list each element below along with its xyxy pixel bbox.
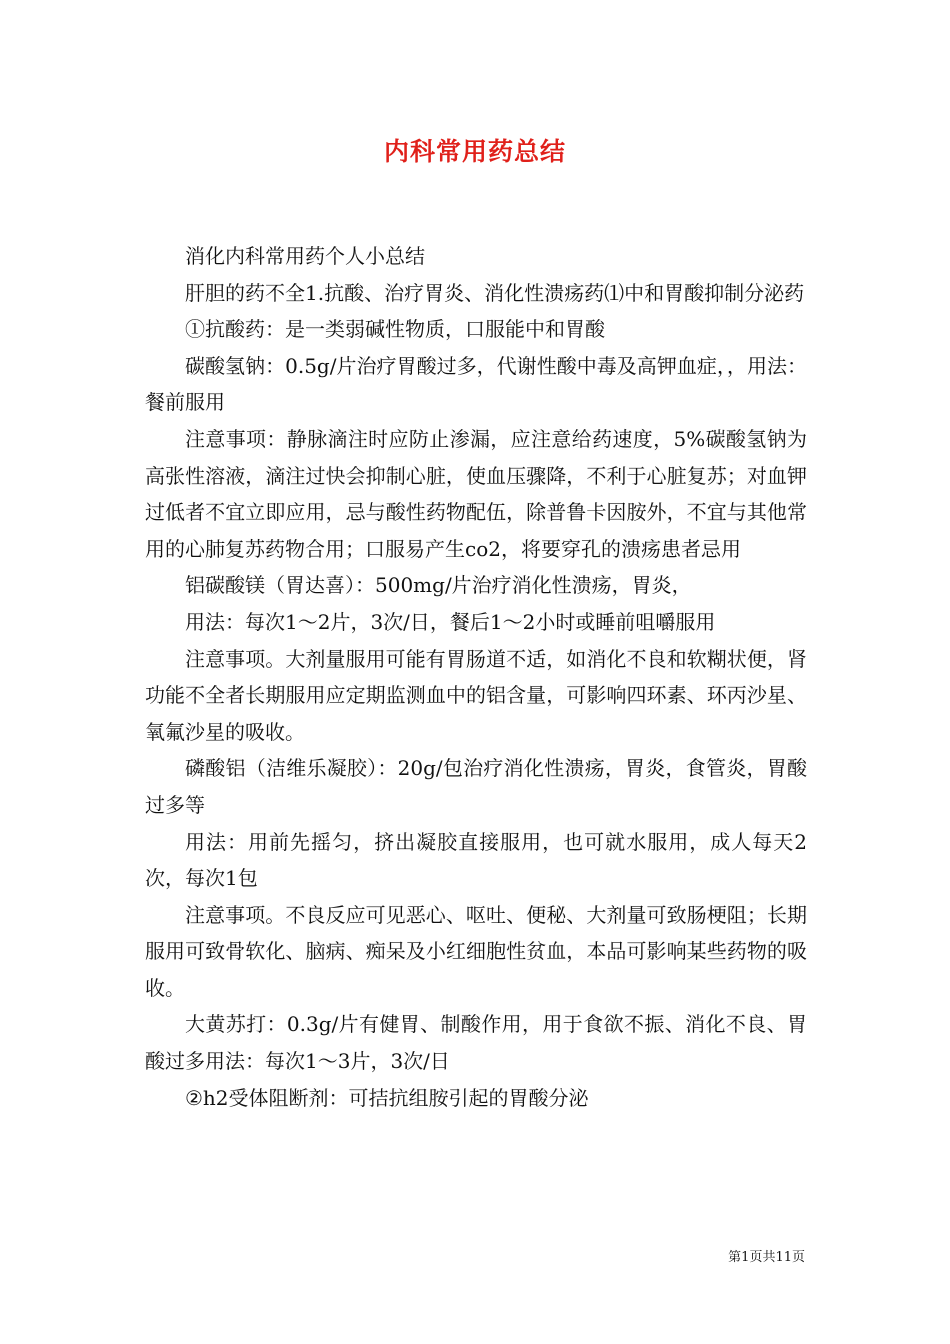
paragraph: 用法：用前先摇匀，挤出凝胶直接服用，也可就水服用，成人每天2次，每次1包 (145, 829, 807, 891)
paragraph: ②h2受体阻断剂：可拮抗组胺引起的胃酸分泌 (185, 1085, 589, 1110)
paragraph: 碳酸氢钠：0.5g/片治疗胃酸过多，代谢性酸中毒及高钾血症，，用法：餐前服用 (145, 353, 807, 415)
page-title: 内科常用药总结 (383, 137, 566, 166)
document-body (145, 238, 807, 1116)
paragraph: 大黄苏打：0.3g/片有健胃、制酸作用，用于食欲不振、消化不良、胃酸过多用法：每次1～3片，3次/日 (145, 1012, 807, 1074)
page-number-footer: 第1页共11页 (728, 1250, 805, 1265)
paragraph-heading: 消化内科常用药个人小总结 (185, 244, 425, 268)
paragraph: 用法：每次1～2片，3次/日，餐后1～2小时或睡前咀嚼服用 (185, 609, 716, 634)
paragraph: 磷酸铝（洁维乐凝胶）：20g/包治疗消化性溃疡，胃炎，食管炎，胃酸过多等 (145, 756, 807, 817)
paragraph: 注意事项。大剂量服用可能有胃肠道不适，如消化不良和软糊状便，肾功能不全者长期服用应定期监测血中的铝含量，可影响四环素、环丙沙星、氧氟沙星的吸收。 (145, 646, 807, 744)
paragraph: 铝碳酸镁（胃达喜）：500mg/片治疗消化性溃疡，胃炎， (185, 573, 692, 598)
paragraph: 肝胆的药不全1.抗酸、治疗胃炎、消化性溃疡药⑴中和胃酸抑制分泌药 (185, 280, 805, 305)
paragraph: 注意事项。不良反应可见恶心、呕吐、便秘、大剂量可致肠梗阻；长期服用可致骨软化、脑病、痴呆及小红细胞性贫血，本品可影响某些药物的吸收。 (145, 902, 807, 1000)
paragraph: 注意事项：静脉滴注时应防止渗漏，应注意给药速度，5%碳酸氢钠为高张性溶液，滴注过快会抑制心脏，使血压骤降，不利于心脏复苏；对血钾过低者不宜立即应用，忌与酸性药物配伍，除普鲁卡因胺外，不宜与其他常用的心肺复苏药物合用；口服易产生co2，将要穿孔的溃疡患者忌用 (145, 426, 807, 561)
paragraph: ①抗酸药：是一类弱碱性物质，口服能中和胃酸 (185, 317, 605, 342)
